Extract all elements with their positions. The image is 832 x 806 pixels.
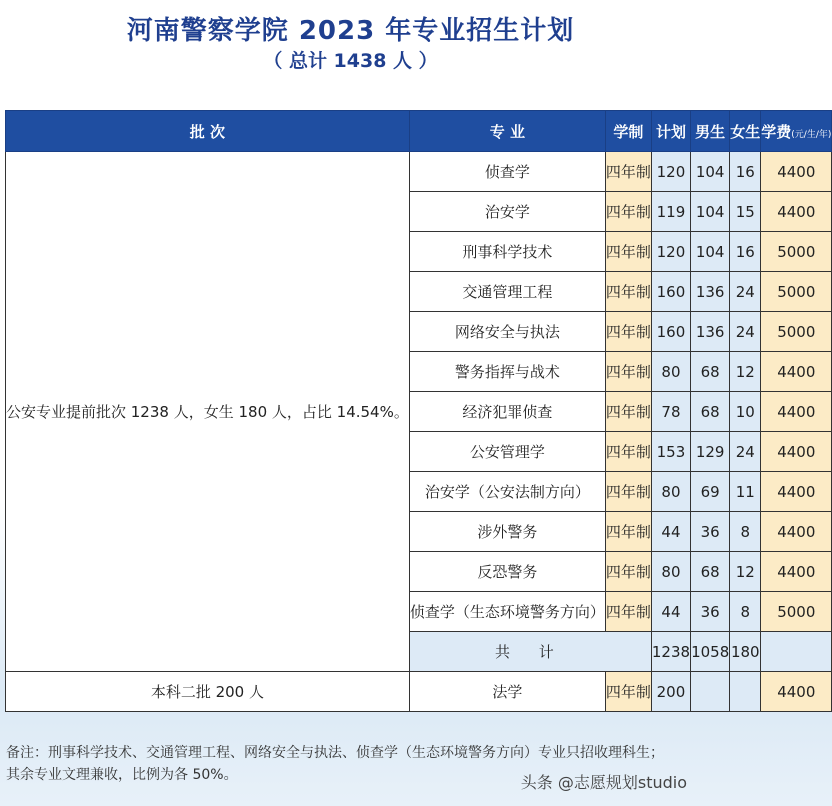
fee-cell: 4400 — [761, 472, 832, 512]
total-label-cell: 共 计 — [409, 632, 651, 672]
page-subtitle: （ 总计 1438 人 ） — [263, 50, 438, 72]
female-cell: 12 — [730, 552, 761, 592]
system-cell: 四年制 — [605, 512, 651, 552]
header-female: 女生 — [730, 111, 761, 152]
major-cell: 治安学 — [409, 192, 605, 232]
fee-cell: 4400 — [761, 552, 832, 592]
total-plan-cell: 1238 — [651, 632, 690, 672]
fee-cell: 5000 — [761, 232, 832, 272]
fee-cell: 4400 — [761, 512, 832, 552]
female-cell: 24 — [730, 312, 761, 352]
fee-cell: 4400 — [761, 672, 832, 712]
major-cell: 法学 — [409, 672, 605, 712]
footnote-line-2: 其余专业文理兼收，比例为各 50%。 — [6, 767, 238, 783]
system-cell: 四年制 — [605, 272, 651, 312]
plan-cell: 120 — [651, 232, 690, 272]
fee-cell: 4400 — [761, 352, 832, 392]
system-cell: 四年制 — [605, 472, 651, 512]
plan-cell: 44 — [651, 592, 690, 632]
major-cell: 经济犯罪侦查 — [409, 392, 605, 432]
table-row-batch2 — [6, 672, 832, 712]
male-cell: 104 — [691, 232, 730, 272]
male-cell: 136 — [691, 272, 730, 312]
major-cell: 反恐警务 — [409, 552, 605, 592]
major-cell: 网络安全与执法 — [409, 312, 605, 352]
male-cell: 129 — [691, 432, 730, 472]
fee-cell: 5000 — [761, 312, 832, 352]
female-cell: 8 — [730, 592, 761, 632]
page-title: 河南警察学院 2023 年专业招生计划 — [126, 16, 575, 46]
major-cell: 涉外警务 — [409, 512, 605, 552]
male-cell: 68 — [691, 352, 730, 392]
fee-cell: 4400 — [761, 152, 832, 192]
male-cell — [691, 672, 730, 712]
watermark-text: 头条 @志愿规划studio — [520, 773, 687, 792]
plan-cell: 44 — [651, 512, 690, 552]
male-cell: 68 — [691, 552, 730, 592]
male-cell: 136 — [691, 312, 730, 352]
footnote-line-1: 备注：刑事科学技术、交通管理工程、网络安全与执法、侦查学（生态环境警务方向）专业只招收理科生； — [6, 745, 664, 761]
batch-cell-second: 本科二批 200 人 — [6, 672, 410, 712]
total-fee-cell — [761, 632, 832, 672]
header-fee-unit: (元/生/年) — [791, 129, 832, 140]
major-cell: 侦查学 — [409, 152, 605, 192]
major-cell: 警务指挥与战术 — [409, 352, 605, 392]
female-cell: 15 — [730, 192, 761, 232]
plan-cell: 160 — [651, 272, 690, 312]
male-cell: 104 — [691, 192, 730, 232]
table-row — [6, 152, 832, 192]
plan-cell: 200 — [651, 672, 690, 712]
system-cell: 四年制 — [605, 232, 651, 272]
female-cell: 11 — [730, 472, 761, 512]
female-cell: 16 — [730, 232, 761, 272]
major-cell: 刑事科学技术 — [409, 232, 605, 272]
fee-cell: 5000 — [761, 592, 832, 632]
female-cell: 8 — [730, 512, 761, 552]
header-plan: 计划 — [651, 111, 690, 152]
fee-cell: 4400 — [761, 392, 832, 432]
system-cell: 四年制 — [605, 312, 651, 352]
system-cell: 四年制 — [605, 592, 651, 632]
plan-cell: 78 — [651, 392, 690, 432]
plan-cell: 153 — [651, 432, 690, 472]
male-cell: 36 — [691, 512, 730, 552]
batch-cell-advance: 公安专业提前批次 1238 人，女生 180 人，占比 14.54%。 — [6, 152, 410, 672]
enrollment-plan-table — [5, 110, 832, 712]
system-cell: 四年制 — [605, 392, 651, 432]
system-cell: 四年制 — [605, 552, 651, 592]
system-cell: 四年制 — [605, 672, 651, 712]
male-cell: 36 — [691, 592, 730, 632]
header-fee — [761, 111, 832, 152]
header-major: 专 业 — [409, 111, 605, 152]
male-cell: 68 — [691, 392, 730, 432]
fee-cell: 4400 — [761, 432, 832, 472]
major-cell: 公安管理学 — [409, 432, 605, 472]
plan-cell: 119 — [651, 192, 690, 232]
system-cell: 四年制 — [605, 352, 651, 392]
female-cell: 24 — [730, 432, 761, 472]
female-cell: 24 — [730, 272, 761, 312]
major-cell: 侦查学（生态环境警务方向） — [409, 592, 605, 632]
table-header-row — [6, 111, 832, 152]
plan-cell: 80 — [651, 552, 690, 592]
fee-cell: 5000 — [761, 272, 832, 312]
male-cell: 69 — [691, 472, 730, 512]
table-body — [6, 152, 832, 712]
system-cell: 四年制 — [605, 152, 651, 192]
major-cell: 交通管理工程 — [409, 272, 605, 312]
plan-cell: 80 — [651, 472, 690, 512]
female-cell: 16 — [730, 152, 761, 192]
header-system: 学制 — [605, 111, 651, 152]
female-cell — [730, 672, 761, 712]
female-cell: 12 — [730, 352, 761, 392]
system-cell: 四年制 — [605, 432, 651, 472]
female-cell: 10 — [730, 392, 761, 432]
header-batch: 批 次 — [6, 111, 410, 152]
fee-cell: 4400 — [761, 192, 832, 232]
male-cell: 104 — [691, 152, 730, 192]
header-fee-label: 学费 — [761, 122, 792, 141]
major-cell: 治安学（公安法制方向） — [409, 472, 605, 512]
system-cell: 四年制 — [605, 192, 651, 232]
plan-cell: 160 — [651, 312, 690, 352]
plan-cell: 120 — [651, 152, 690, 192]
header-male: 男生 — [691, 111, 730, 152]
plan-cell: 80 — [651, 352, 690, 392]
total-male-cell: 1058 — [691, 632, 730, 672]
total-female-cell: 180 — [730, 632, 761, 672]
